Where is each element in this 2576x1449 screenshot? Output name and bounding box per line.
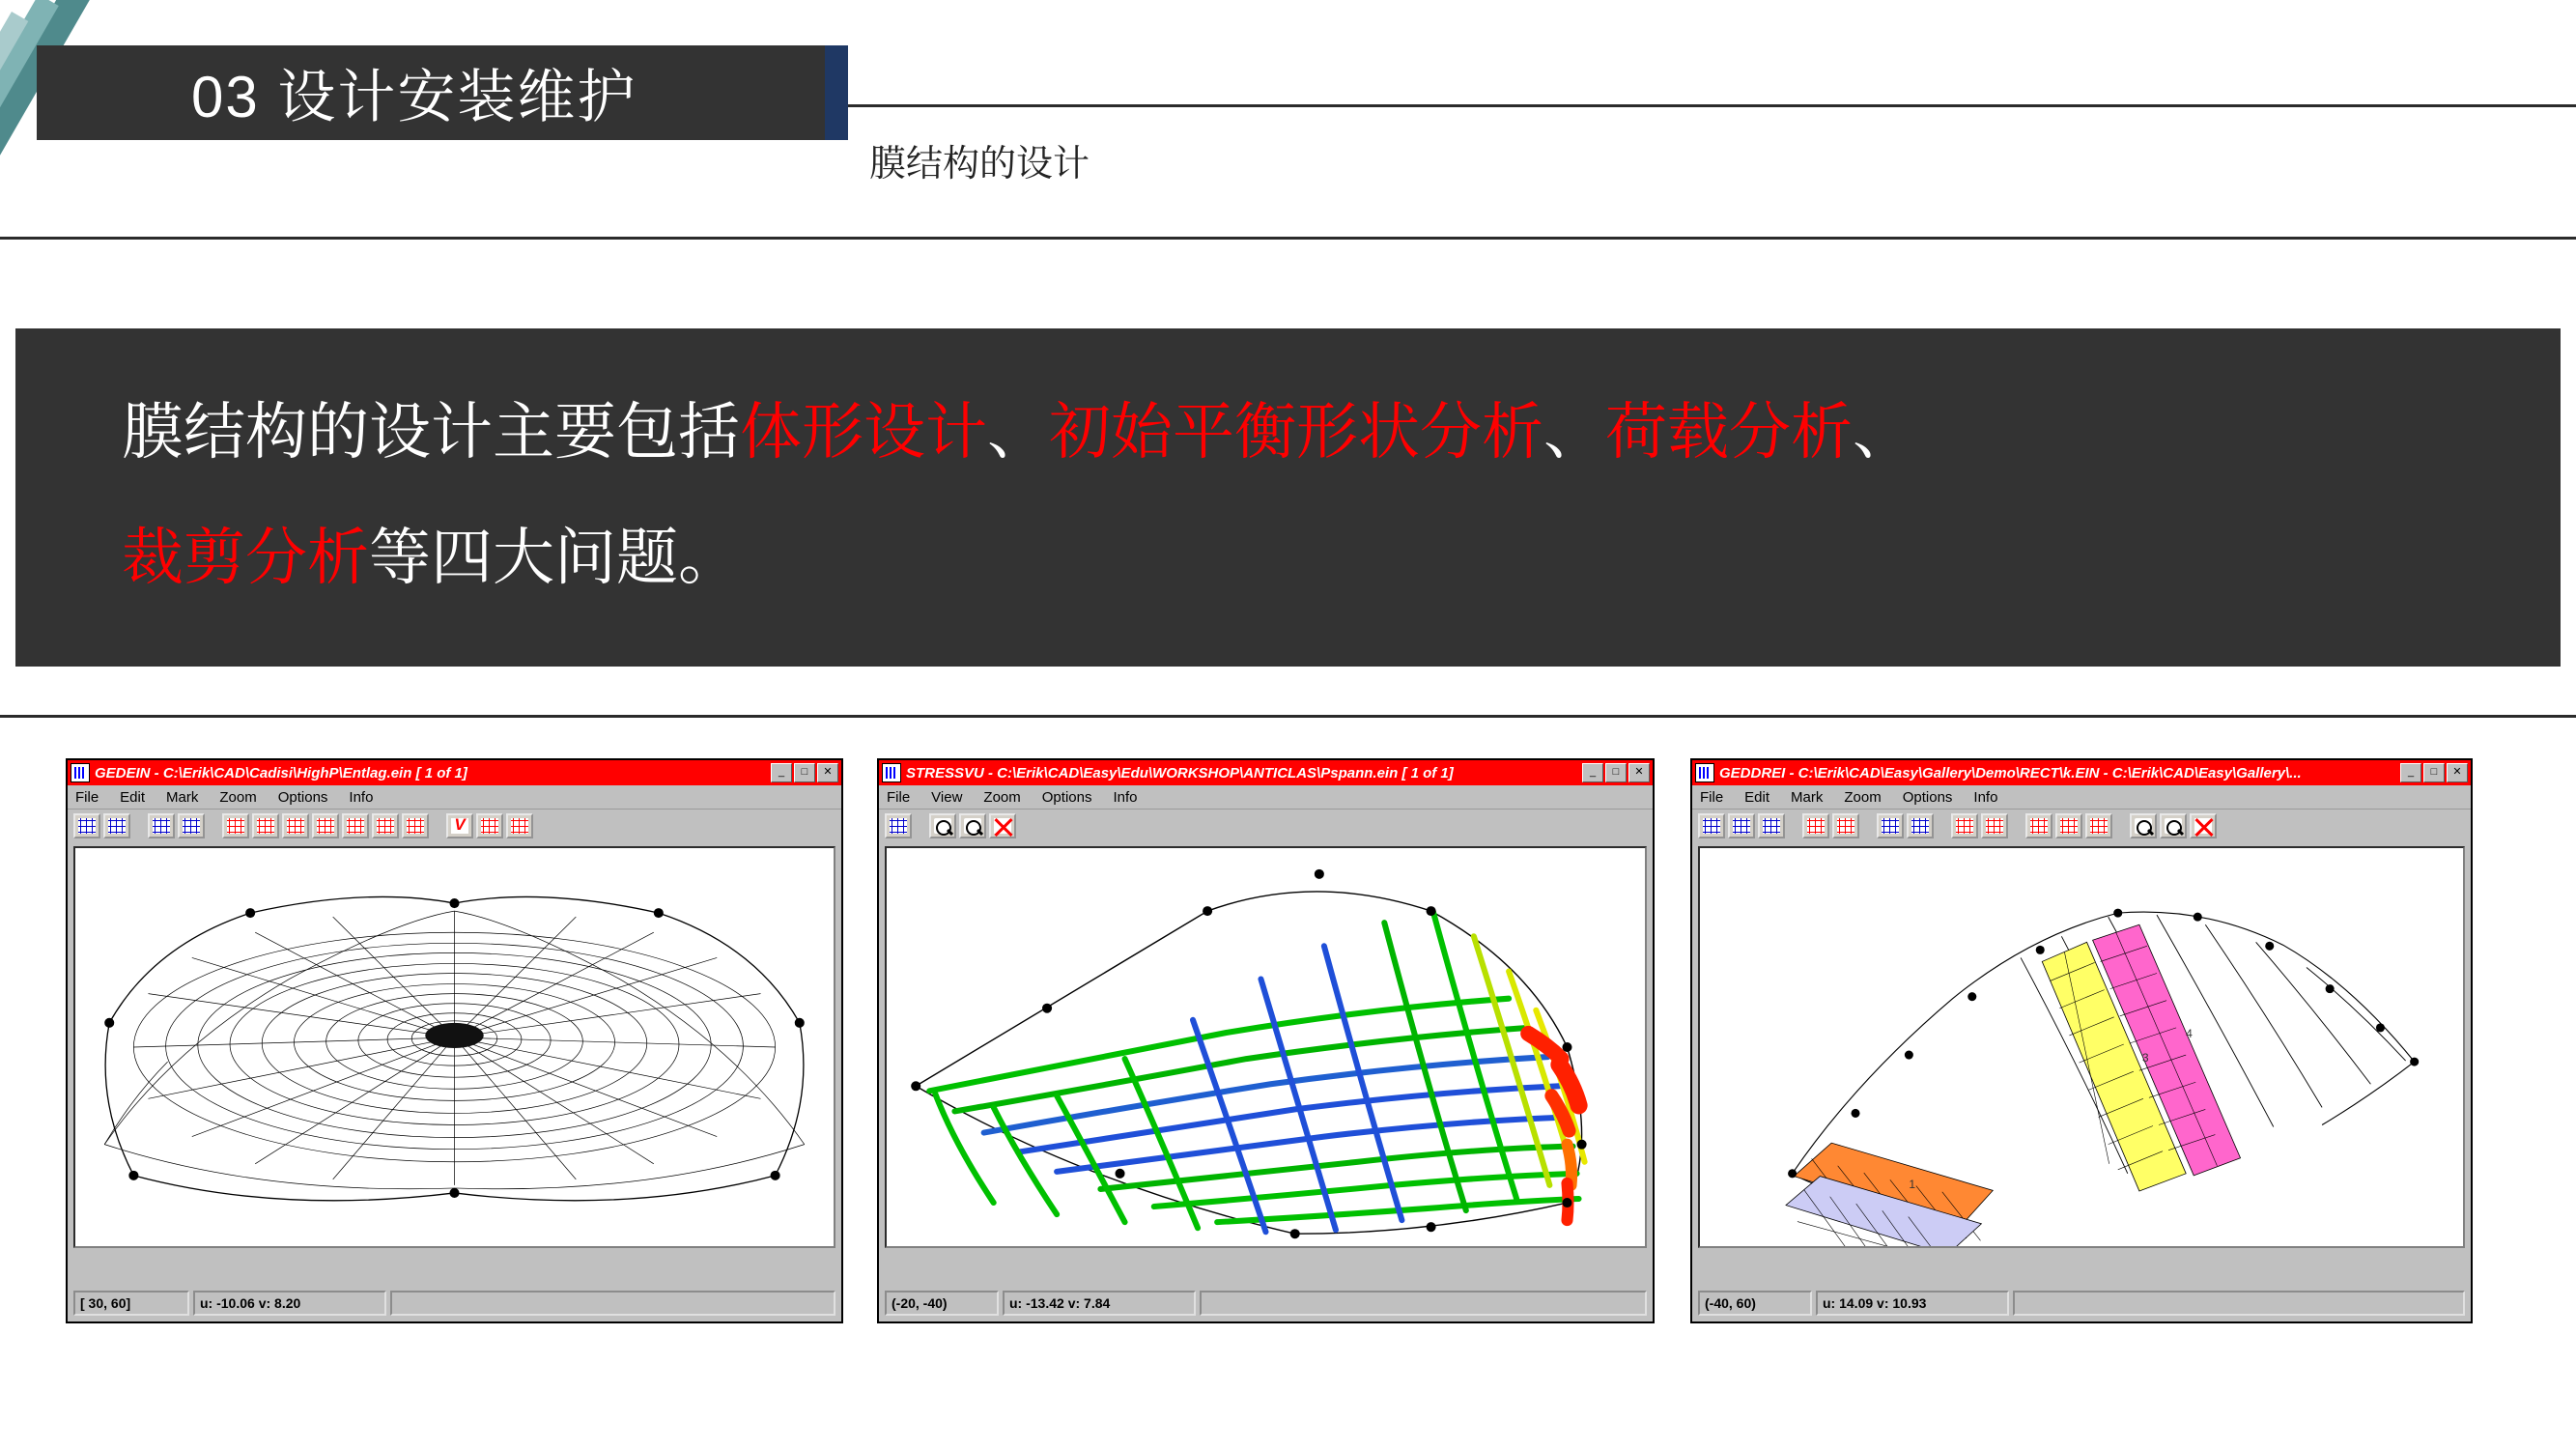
- toolbar-button-cancel[interactable]: [2190, 813, 2217, 838]
- highlight-initial-equilibrium: 初始平衡形状分析: [1049, 397, 1543, 467]
- maximize-icon[interactable]: □: [794, 763, 815, 782]
- menubar[interactable]: [68, 785, 841, 810]
- window-title: GEDDREI - C:\Erik\CAD\Easy\Gallery\Demo\RECT\k.EIN - C:\Erik\CAD\Easy\Gallery\...: [1719, 764, 2302, 781]
- statusbar: [1698, 1291, 2465, 1316]
- menubar[interactable]: [1692, 785, 2471, 810]
- page-subtitle: 膜结构的设计: [869, 144, 1090, 185]
- menu-item-edit[interactable]: Edit: [1744, 788, 1770, 806]
- toolbar-button-grid-2[interactable]: [178, 813, 205, 838]
- cutting-pattern-drawing: [1700, 848, 2463, 1246]
- menu-item-zoom[interactable]: Zoom: [983, 788, 1021, 806]
- menu-item-info[interactable]: Info: [349, 788, 374, 806]
- window-gedein[interactable]: [66, 758, 843, 1323]
- svg-text:1: 1: [1909, 1177, 1916, 1191]
- window-controls[interactable]: [771, 763, 838, 782]
- window-title: STRESSVU - C:\Erik\CAD\Easy\Edu\WORKSHOP\ANTICLAS\Pspann.ein [ 1 of 1]: [906, 764, 1454, 781]
- window-titlebar[interactable]: [879, 760, 1653, 785]
- stress-drawing: [887, 848, 1645, 1246]
- toolbar-button-mesh-6[interactable]: [372, 813, 399, 838]
- app-icon: [71, 763, 90, 782]
- status-coords: (-20, -40): [885, 1291, 999, 1316]
- toolbar-button-zoom-out[interactable]: [2160, 813, 2187, 838]
- status-coords: (-40, 60): [1698, 1291, 1812, 1316]
- menu-item-info[interactable]: Info: [1113, 788, 1138, 806]
- toolbar-button-mesh-7[interactable]: [402, 813, 429, 838]
- menu-item-view[interactable]: View: [931, 788, 963, 806]
- toolbar-button-seam-3[interactable]: [2085, 813, 2112, 838]
- statement-line-1: [122, 369, 2503, 495]
- toolbar-button-export[interactable]: [1758, 813, 1785, 838]
- menu-item-edit[interactable]: Edit: [120, 788, 146, 806]
- page-title: 03 设计安装维护: [191, 65, 637, 129]
- statusbar: [885, 1291, 1647, 1316]
- toolbar-button-zoom-in[interactable]: [2130, 813, 2157, 838]
- status-uv: u: -13.42 v: 7.84: [1003, 1291, 1196, 1316]
- statement-prefix: 膜结构的设计主要包括: [122, 397, 740, 467]
- toolbar-button-mesh-1[interactable]: [1951, 813, 1978, 838]
- menu-item-mark[interactable]: Mark: [166, 788, 199, 806]
- mesh-drawing: [75, 848, 834, 1246]
- minimize-icon[interactable]: _: [771, 763, 792, 782]
- header-divider-bottom: [0, 237, 2576, 240]
- canvas-membrane-mesh[interactable]: [73, 846, 835, 1248]
- toolbar-button-mesh-4[interactable]: [312, 813, 339, 838]
- toolbar[interactable]: [68, 810, 841, 842]
- status-extra: [390, 1291, 835, 1316]
- toolbar-button-patterns-2[interactable]: [1832, 813, 1859, 838]
- menu-item-file[interactable]: File: [1700, 788, 1724, 806]
- toolbar-button-mesh-5[interactable]: [342, 813, 369, 838]
- separator-1: 、: [987, 397, 1049, 467]
- window-controls[interactable]: [2400, 763, 2468, 782]
- toolbar-button-strip-1[interactable]: [1877, 813, 1904, 838]
- toolbar-button-zoom-in[interactable]: [929, 813, 956, 838]
- toolbar-button-patterns-1[interactable]: [1802, 813, 1829, 838]
- window-titlebar[interactable]: [68, 760, 841, 785]
- header-divider-top: [848, 104, 2576, 107]
- highlight-load-analysis: 荷载分析: [1605, 397, 1853, 467]
- app-icon: [1695, 763, 1714, 782]
- canvas-cutting-pattern[interactable]: [1698, 846, 2465, 1248]
- menu-item-file[interactable]: File: [75, 788, 99, 806]
- toolbar-button-save[interactable]: [1698, 813, 1725, 838]
- statusbar: [73, 1291, 835, 1316]
- toolbar-button-mesh-3[interactable]: [282, 813, 309, 838]
- status-uv: u: 14.09 v: 10.93: [1816, 1291, 2009, 1316]
- highlight-cutting-analysis: 裁剪分析: [122, 523, 369, 592]
- svg-text:3: 3: [2141, 1051, 2149, 1065]
- toolbar[interactable]: [879, 810, 1653, 842]
- toolbar-button-seam-2[interactable]: [2055, 813, 2082, 838]
- app-icon: [882, 763, 901, 782]
- svg-text:4: 4: [2186, 1026, 2193, 1040]
- statement-band: [15, 328, 2561, 667]
- band-divider: [0, 715, 2576, 718]
- separator-2: 、: [1543, 397, 1605, 467]
- toolbar-button-zoom-out[interactable]: [959, 813, 986, 838]
- toolbar-button-cancel[interactable]: [989, 813, 1016, 838]
- toolbar-button-mesh-1[interactable]: [222, 813, 249, 838]
- toolbar-button-mesh-2[interactable]: [252, 813, 279, 838]
- canvas-stress-plot[interactable]: [885, 846, 1647, 1248]
- separator-3: 、: [1853, 397, 1914, 467]
- toolbar-button-grid-1[interactable]: [148, 813, 175, 838]
- highlight-shape-design: 体形设计: [740, 397, 987, 467]
- toolbar-button-export-grid[interactable]: [103, 813, 130, 838]
- close-icon[interactable]: ✕: [1628, 763, 1650, 782]
- toolbar-button-seam-1[interactable]: [2025, 813, 2052, 838]
- maximize-icon[interactable]: □: [2423, 763, 2445, 782]
- menu-item-zoom[interactable]: Zoom: [219, 788, 257, 806]
- window-stressvu[interactable]: [877, 758, 1655, 1323]
- menu-item-info[interactable]: Info: [1973, 788, 1998, 806]
- menu-item-options[interactable]: Options: [1902, 788, 1953, 806]
- section-title-tab-edge: [825, 45, 848, 140]
- status-extra: [2013, 1291, 2465, 1316]
- menu-item-options[interactable]: Options: [277, 788, 328, 806]
- toolbar-button-view-v[interactable]: [446, 813, 473, 838]
- menu-item-zoom[interactable]: Zoom: [1844, 788, 1882, 806]
- toolbar-button-open[interactable]: [885, 813, 912, 838]
- status-uv: u: -10.06 v: 8.20: [193, 1291, 386, 1316]
- section-title-tab: [37, 45, 848, 140]
- menubar[interactable]: [879, 785, 1653, 810]
- toolbar-button-save-as[interactable]: [1728, 813, 1755, 838]
- window-titlebar[interactable]: [1692, 760, 2471, 785]
- close-icon[interactable]: ✕: [2447, 763, 2468, 782]
- minimize-icon[interactable]: _: [1582, 763, 1603, 782]
- toolbar-button-save-grid[interactable]: [73, 813, 100, 838]
- window-controls[interactable]: [1582, 763, 1650, 782]
- toolbar-button-mesh-2[interactable]: [1981, 813, 2008, 838]
- maximize-icon[interactable]: □: [1605, 763, 1627, 782]
- status-coords: [ 30, 60]: [73, 1291, 189, 1316]
- toolbar[interactable]: [1692, 810, 2471, 842]
- window-title: GEDEIN - C:\Erik\CAD\Cadisi\HighP\Entlag.ein [ 1 of 1]: [95, 764, 467, 781]
- statement-line-2: [122, 495, 2503, 620]
- statement-suffix: 等四大问题。: [369, 523, 740, 592]
- close-icon[interactable]: ✕: [817, 763, 838, 782]
- toolbar-button-view-1[interactable]: [476, 813, 503, 838]
- window-geddrei[interactable]: [1690, 758, 2473, 1323]
- minimize-icon[interactable]: _: [2400, 763, 2421, 782]
- toolbar-button-strip-2[interactable]: [1907, 813, 1934, 838]
- status-extra: [1200, 1291, 1647, 1316]
- screenshot-row: [0, 749, 2576, 1348]
- menu-item-options[interactable]: Options: [1041, 788, 1092, 806]
- toolbar-button-view-2[interactable]: [506, 813, 533, 838]
- menu-item-file[interactable]: File: [887, 788, 911, 806]
- menu-item-mark[interactable]: Mark: [1791, 788, 1824, 806]
